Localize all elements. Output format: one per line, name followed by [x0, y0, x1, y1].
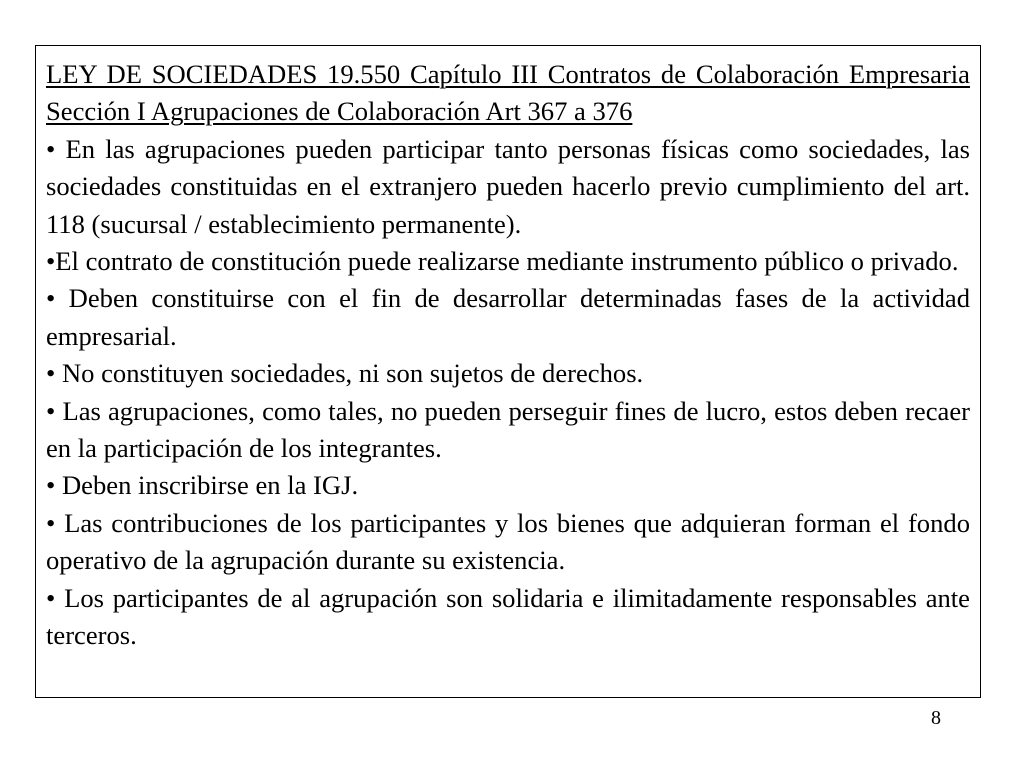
- slide-title: LEY DE SOCIEDADES 19.550 Capítulo III Contratos de Colaboración Empresaria Sección I Agrupaciones de Colaboración Art 367 a 376: [46, 59, 970, 127]
- bullet-constitution-contract: •El contrato de constitución puede realizarse mediante instrumento público o privado.: [46, 246, 959, 277]
- bullet-no-profit: • Las agrupaciones, como tales, no pueden perseguir fines de lucro, estos deben recaer en la participación de los integrantes.: [46, 395, 970, 464]
- bullet-purpose: • Deben constituirse con el fin de desarrollar determinadas fases de la actividad empresarial.: [46, 283, 970, 351]
- content-box: [35, 45, 981, 698]
- bullet-liability: • Los participantes de al agrupación son solidaria e ilimitadamente responsables ante terceros.: [46, 582, 970, 651]
- page-number: 8: [931, 707, 941, 729]
- bullet-operating-fund: • Las contribuciones de los participantes y los bienes que adquieran forman el fondo operativo de la agrupación durante su existencia.: [46, 507, 970, 576]
- bullet-participants: • En las agrupaciones pueden participar tanto personas físicas como sociedades, las sociedades constituidas en el extranjero pueden hacerlo previo cumplimiento del art. 118 (sucursal / establecimiento permanente).: [46, 133, 970, 239]
- bullet-not-societies: • No constituyen sociedades, ni son sujetos de derechos.: [46, 358, 644, 389]
- bullet-igj-registration: • Deben inscribirse en la IGJ.: [46, 470, 359, 501]
